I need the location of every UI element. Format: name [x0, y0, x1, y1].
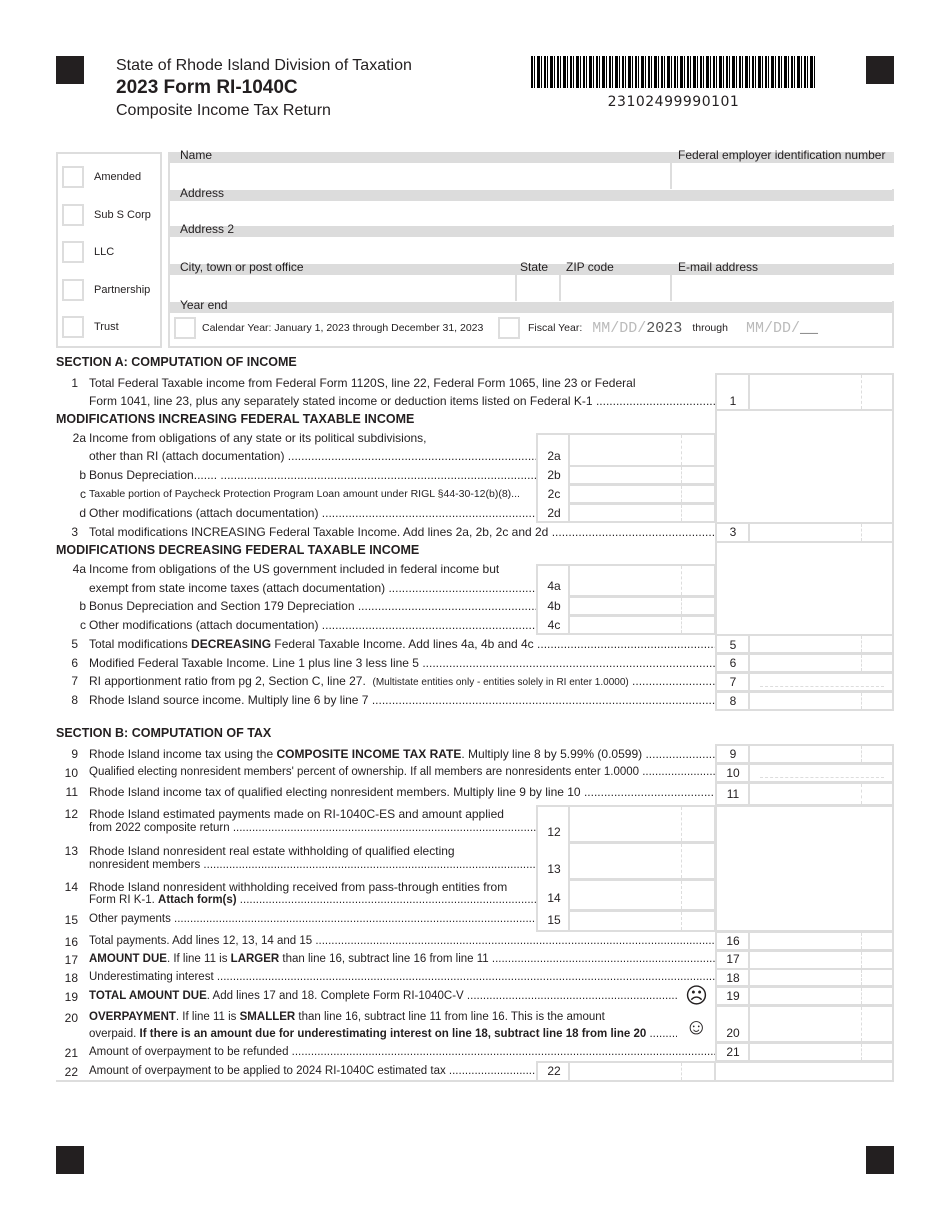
- calendar-year-checkbox[interactable]: [174, 317, 196, 339]
- line-5-amount[interactable]: [748, 634, 894, 654]
- line-4b-amount[interactable]: [568, 596, 716, 616]
- checkbox[interactable]: [62, 204, 84, 226]
- entity-amended[interactable]: Amended: [62, 166, 141, 188]
- line-22-amount[interactable]: [568, 1061, 716, 1082]
- zip-label: ZIP code: [566, 260, 614, 274]
- calendar-year-option[interactable]: Calendar Year: January 1, 2023 through December 31, 2023: [174, 317, 483, 339]
- line-12-amount[interactable]: [568, 805, 716, 843]
- fiscal-year-option[interactable]: Fiscal Year: MM/DD/2023 through MM/DD/__: [498, 317, 818, 339]
- line-2d-amount[interactable]: [568, 503, 716, 523]
- line-17-amount[interactable]: [748, 950, 894, 970]
- email-label: E-mail address: [678, 260, 759, 274]
- line-2a-amount[interactable]: [568, 433, 716, 467]
- entity-llc[interactable]: LLC: [62, 241, 114, 263]
- address-label: Address: [180, 186, 225, 200]
- form-subtitle: Composite Income Tax Return: [116, 102, 331, 119]
- line-6-amount[interactable]: [748, 653, 894, 673]
- line-2c-amount[interactable]: [568, 484, 716, 504]
- line-13-amount[interactable]: [568, 842, 716, 880]
- line-15-amount[interactable]: [568, 910, 716, 932]
- registration-mark-top-right: [866, 56, 894, 84]
- section-a-title: SECTION A: COMPUTATION OF INCOME: [56, 355, 297, 369]
- modifications-increasing-title: MODIFICATIONS INCREASING FEDERAL TAXABLE INCOME: [56, 412, 415, 426]
- barcode: [531, 56, 816, 88]
- entity-sub-s-corp[interactable]: Sub S Corp: [62, 204, 151, 226]
- line-9-amount[interactable]: [748, 744, 894, 764]
- happy-face-icon: ☺: [685, 1014, 708, 1039]
- registration-mark-bottom-right: [866, 1146, 894, 1174]
- agency-name: State of Rhode Island Division of Taxation: [116, 57, 412, 74]
- name-label: Name: [180, 148, 213, 162]
- modifications-decreasing-title: MODIFICATIONS DECREASING FEDERAL TAXABLE INCOME: [56, 543, 420, 557]
- checkbox[interactable]: [62, 166, 84, 188]
- registration-mark-top-left: [56, 56, 84, 84]
- year-end-label: Year end: [180, 298, 228, 312]
- line-21-amount[interactable]: [748, 1042, 894, 1062]
- line-19-amount[interactable]: [748, 986, 894, 1006]
- checkbox[interactable]: [62, 279, 84, 301]
- line-7-ratio[interactable]: [748, 672, 894, 692]
- line-4a-amount[interactable]: [568, 564, 716, 597]
- line-10-ratio[interactable]: [748, 763, 894, 783]
- state-label: State: [520, 260, 549, 274]
- sad-face-icon: ☹: [685, 983, 708, 1008]
- entity-partnership[interactable]: Partnership: [62, 279, 150, 301]
- address2-label: Address 2: [180, 222, 235, 236]
- line-3-amount[interactable]: [748, 522, 894, 543]
- zip-input[interactable]: [561, 275, 670, 301]
- line-20-amount[interactable]: [748, 1005, 894, 1043]
- fiscal-start-input[interactable]: MM/DD/2023: [592, 319, 683, 337]
- line-8-amount[interactable]: [748, 691, 894, 711]
- email-input[interactable]: [672, 275, 894, 301]
- barcode-number: 23102499990101: [607, 94, 740, 110]
- fein-input[interactable]: [672, 163, 894, 189]
- identification-block: [168, 148, 894, 348]
- checkbox[interactable]: [62, 316, 84, 338]
- line-1-amount[interactable]: [748, 373, 894, 411]
- checkbox[interactable]: [62, 241, 84, 263]
- entity-trust[interactable]: Trust: [62, 316, 119, 338]
- fein-label: Federal employer identification number: [678, 148, 886, 162]
- fiscal-year-checkbox[interactable]: [498, 317, 520, 339]
- city-label: City, town or post office: [180, 260, 304, 274]
- entity-type-panel: [56, 152, 162, 348]
- line-11-amount[interactable]: [748, 782, 894, 806]
- line-2b-amount[interactable]: [568, 465, 716, 485]
- registration-mark-bottom-left: [56, 1146, 84, 1174]
- fiscal-end-input[interactable]: MM/DD/__: [745, 319, 818, 337]
- state-input[interactable]: [517, 275, 559, 301]
- line-16-amount[interactable]: [748, 931, 894, 951]
- address-input[interactable]: [170, 201, 894, 225]
- form-title: 2023 Form RI-1040C: [116, 77, 298, 98]
- section-b-title: SECTION B: COMPUTATION OF TAX: [56, 726, 272, 740]
- line-14-amount[interactable]: [568, 879, 716, 911]
- line-4c-amount[interactable]: [568, 615, 716, 635]
- name-input[interactable]: [170, 163, 670, 189]
- line-18-amount[interactable]: [748, 968, 894, 987]
